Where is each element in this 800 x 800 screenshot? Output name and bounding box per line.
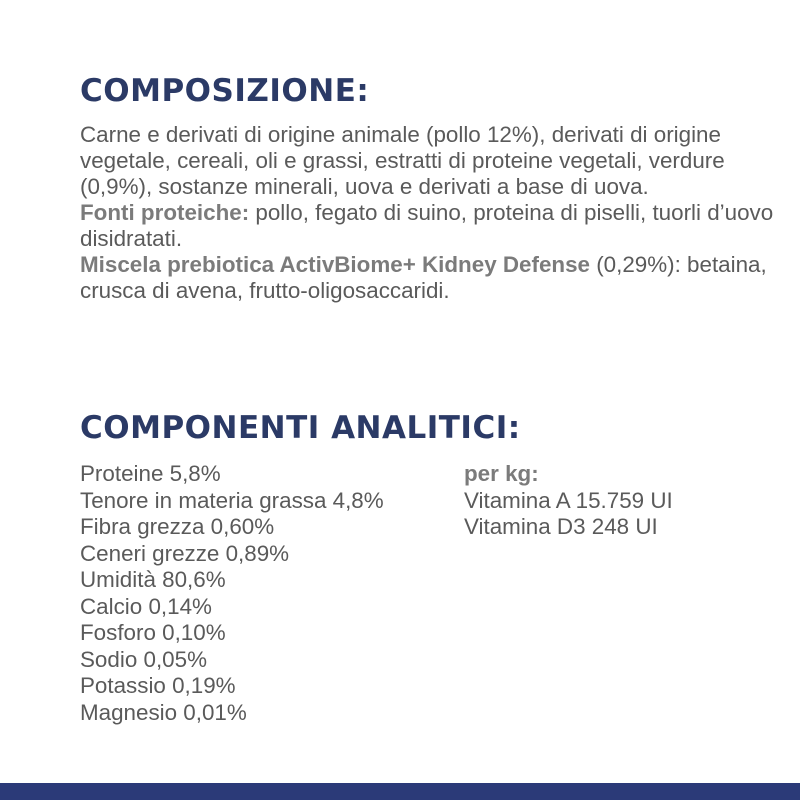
footer-band (0, 783, 800, 800)
analytical-item: Potassio 0,19% (80, 673, 236, 698)
analytical-item: Calcio 0,14% (80, 593, 212, 619)
prebiotic-blend-label: Miscela prebiotica ActivBiome+ Kidney Defense (80, 252, 590, 277)
protein-sources (80, 200, 780, 252)
analytical-item: Fosforo 0,10% (80, 620, 226, 645)
analytical-item: Tenore in materia grassa 4,8% (80, 487, 384, 513)
analytical-item: Sodio 0,05% (80, 646, 207, 672)
analytical-constituents-list (80, 461, 384, 726)
analytics-heading: COMPONENTI ANALITICI: (80, 410, 521, 446)
composition-heading: COMPOSIZIONE: (80, 73, 370, 109)
analytical-item: Umidità 80,6% (80, 567, 226, 592)
analytical-item: Magnesio 0,01% (80, 699, 247, 725)
protein-sources-text: pollo, fegato di suino, proteina di piselli, tuorli d’uovo disidratati. (80, 200, 774, 251)
composition-intro: Carne e derivati di origine animale (pollo 12%), derivati di origine vegetale, cereali, oli e grassi, estratti di proteine vegetali, verdure (0,9%), sostanze minerali, uova e derivati a base di uova. (80, 122, 725, 199)
composition-text (80, 122, 780, 304)
prebiotic-blend-text: (0,29%): betaina, crusca di avena, frutto-oligosaccaridi. (80, 252, 767, 303)
analytical-item: Fibra grezza 0,60% (80, 514, 275, 539)
vitamin-item: Vitamina A 15.759 UI (464, 487, 673, 513)
prebiotic-blend (80, 252, 780, 304)
protein-sources-label: Fonti proteiche: (80, 200, 250, 225)
analytical-item: Ceneri grezze 0,89% (80, 540, 290, 566)
per-kg-label: per kg: (464, 461, 539, 486)
vitamin-item: Vitamina D3 248 UI (464, 514, 658, 539)
vitamins-list (464, 461, 673, 541)
analytical-item: Proteine 5,8% (80, 461, 221, 486)
